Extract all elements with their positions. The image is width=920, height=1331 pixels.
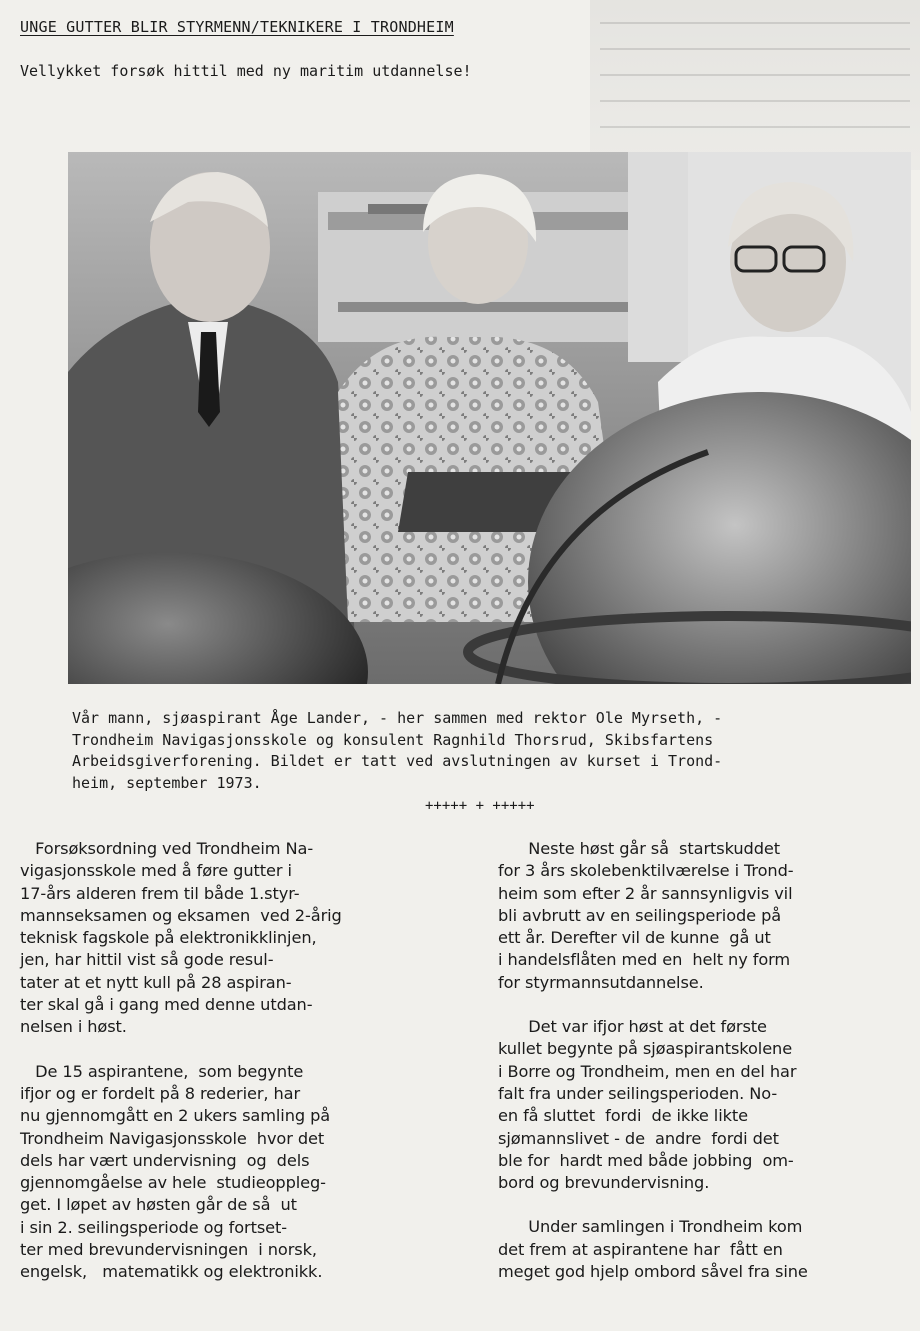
- text-line: det frem at aspirantene har fått en: [498, 1239, 783, 1259]
- paragraph: [498, 1016, 918, 1194]
- text-line: ett år. Derefter vil de kunne gå ut: [498, 928, 771, 948]
- text-line: nelsen i høst.: [20, 1017, 127, 1037]
- text-line: bord og brevundervisning.: [498, 1173, 710, 1193]
- text-line: ter med brevundervisningen i norsk,: [20, 1240, 317, 1260]
- text-line: De 15 aspirantene, som begynte: [20, 1061, 304, 1081]
- text-line: en få sluttet fordi de ikke likte: [498, 1106, 748, 1126]
- text-line: i handelsflåten med en helt ny form: [498, 950, 791, 970]
- photo-caption: [72, 708, 892, 794]
- text-line: sjømannslivet - de andre fordi det: [498, 1128, 779, 1148]
- text-line: i Borre og Trondheim, men en del har: [498, 1061, 797, 1081]
- text-line: nu gjennomgått en 2 ukers samling på: [20, 1106, 331, 1126]
- left-column: [20, 838, 420, 1284]
- group-photo: [68, 152, 911, 684]
- text-line: ter skal gå i gang med denne utdan-: [20, 995, 313, 1015]
- paragraph: [20, 838, 420, 1039]
- text-line: Neste høst går så startskuddet: [498, 839, 780, 858]
- text-line: Under samlingen i Trondheim kom: [498, 1217, 803, 1237]
- text-line: Forsøksordning ved Trondheim Na-: [20, 839, 314, 858]
- subheadline: Vellykket forsøk hittil med ny maritim utdannelse!: [20, 62, 472, 80]
- caption-line: Arbeidsgiverforening. Bildet er tatt ved avslutningen av kurset i Trond-: [72, 752, 723, 770]
- caption-line: Trondheim Navigasjonsskole og konsulent Ragnhild Thorsrud, Skibsfartens: [72, 730, 714, 749]
- caption-line: Vår mann, sjøaspirant Åge Lander, - her sammen med rektor Ole Myrseth, -: [72, 709, 723, 727]
- right-column: [498, 838, 918, 1283]
- text-line: gjennomgåelse av hele studieoppleg-: [20, 1173, 326, 1193]
- text-line: meget god hjelp ombord såvel fra sine: [498, 1262, 808, 1282]
- text-line: Trondheim Navigasjonsskole hvor det: [20, 1128, 325, 1148]
- text-line: bli avbrutt av en seilingsperiode på: [498, 905, 782, 925]
- bleed-through-shadow: [590, 0, 920, 170]
- text-line: Det var ifjor høst at det første: [498, 1017, 767, 1037]
- paragraph: [498, 1216, 918, 1283]
- text-line: i sin 2. seilingsperiode og fortset-: [20, 1217, 288, 1237]
- text-line: dels har vært undervisning og dels: [20, 1150, 310, 1170]
- text-line: falt fra under seilingsperioden. No-: [498, 1083, 778, 1103]
- text-line: ble for hardt med både jobbing om-: [498, 1150, 794, 1170]
- paragraph: [20, 1061, 420, 1284]
- headline: UNGE GUTTER BLIR STYRMENN/TEKNIKERE I TRONDHEIM: [20, 18, 454, 36]
- text-line: engelsk, matematikk og elektronikk.: [20, 1262, 323, 1282]
- section-separator: +++++ + +++++: [425, 798, 535, 814]
- text-line: 17-års alderen frem til både 1.styr-: [20, 883, 300, 903]
- text-line: for 3 års skolebenktilværelse i Trond-: [498, 861, 794, 881]
- text-line: teknisk fagskole på elektronikklinjen,: [20, 928, 317, 948]
- paragraph: [498, 838, 918, 994]
- text-line: tater at et nytt kull på 28 aspiran-: [20, 972, 292, 992]
- text-line: ifjor og er fordelt på 8 rederier, har: [20, 1083, 301, 1103]
- text-line: mannseksamen og eksamen ved 2-årig: [20, 905, 342, 925]
- text-line: vigasjonsskole med å føre gutter i: [20, 861, 292, 881]
- text-line: get. I løpet av høsten går de så ut: [20, 1195, 297, 1215]
- text-line: for styrmannsutdannelse.: [498, 972, 704, 992]
- text-line: kullet begynte på sjøaspirantskolene: [498, 1039, 793, 1059]
- caption-line: heim, september 1973.: [72, 773, 262, 792]
- text-line: jen, har hittil vist så gode resul-: [20, 950, 274, 970]
- text-line: heim som efter 2 år sannsynligvis vil: [498, 883, 793, 903]
